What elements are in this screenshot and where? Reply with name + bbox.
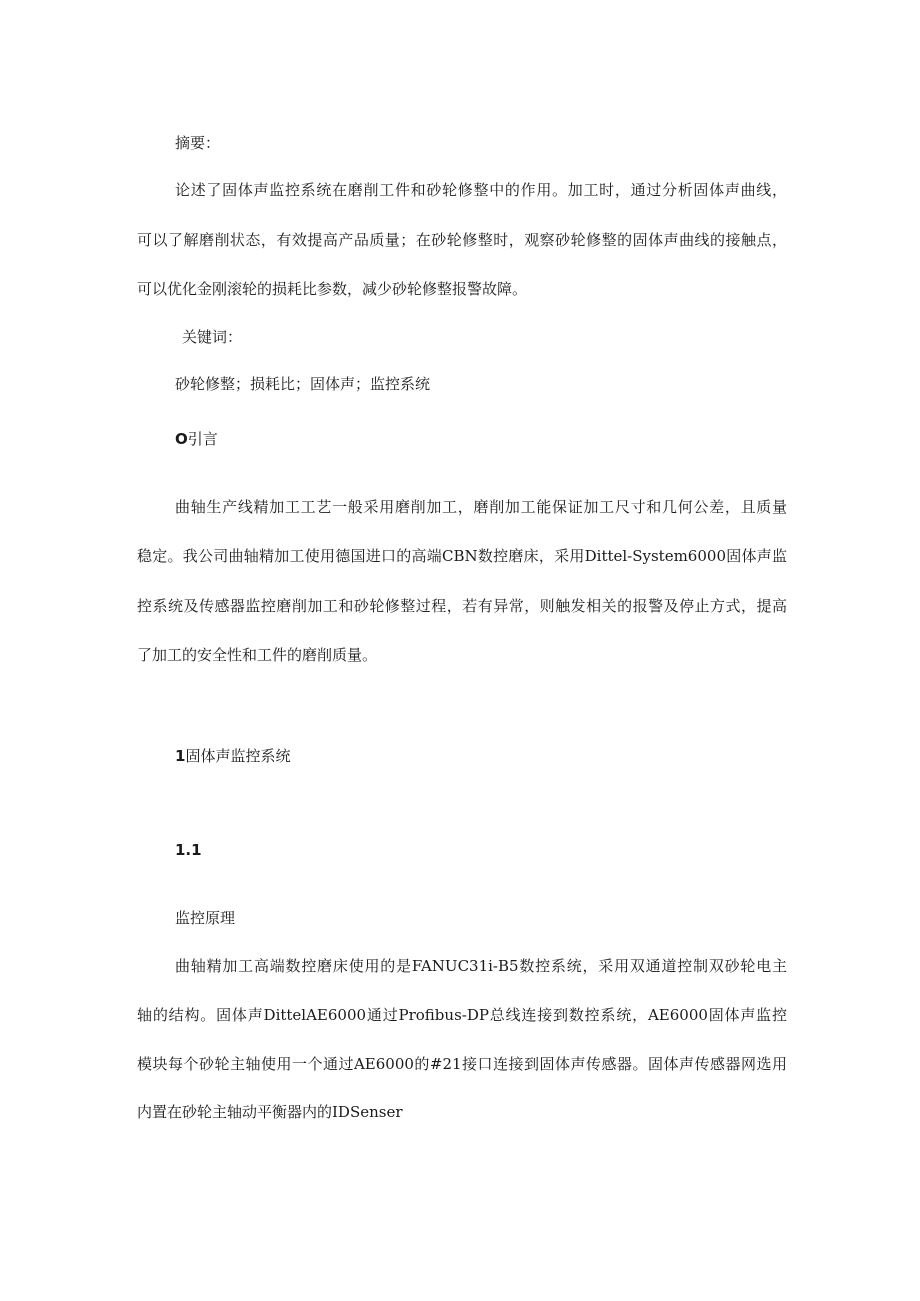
paragraph-line: 模块每个砂轮主轴使用一个通过AE6000的#21接口连接到固体声传感器。固体声传感器网选用 <box>137 1055 787 1073</box>
paragraph-line: 控系统及传感器监控磨削加工和砂轮修整过程，若有异常，则触发相关的报警及停止方式，提高 <box>137 597 787 615</box>
abstract-line: 可以了解磨削状态，有效提高产品质量；在砂轮修整时，观察砂轮修整的固体声曲线的接触点， <box>137 231 787 249</box>
abstract-line: 可以优化金刚滚轮的损耗比参数，减少砂轮修整报警故障。 <box>137 280 528 298</box>
section-1-1-title: 监控原理 <box>175 909 236 927</box>
paragraph-line: 曲轴精加工高端数控磨床使用的是FANUC31i-B5数控系统，采用双通道控制双砂轮电主 <box>175 957 787 975</box>
section-0-heading <box>175 429 787 449</box>
keywords-heading: 关键词： <box>182 328 243 346</box>
section-0-title: 引言 <box>187 430 218 448</box>
paragraph-line: 了加工的安全性和工件的磨削质量。 <box>137 646 378 664</box>
paragraph-line: 稳定。我公司曲轴精加工使用德国进口的高端CBN数控磨床，采用Dittel-System6000固体声监 <box>137 547 787 565</box>
section-0-number: O <box>175 430 188 448</box>
paragraph-line: 内置在砂轮主轴动平衡器内的IDSenser <box>137 1103 403 1121</box>
paragraph-line: 曲轴生产线精加工工艺一般采用磨削加工，磨削加工能保证加工尺寸和几何公差，且质量 <box>175 498 787 516</box>
abstract-line: 论述了固体声监控系统在磨削工件和砂轮修整中的作用。加工时，通过分析固体声曲线， <box>175 181 787 199</box>
section-1-number: 1 <box>175 747 186 765</box>
abstract-heading: 摘要： <box>175 134 221 152</box>
section-1-heading <box>175 746 787 766</box>
paragraph-line: 轴的结构。固体声DittelAE6000通过Profibus-DP总线连接到数控系统，AE6000固体声监控 <box>137 1006 787 1024</box>
section-1-1-number: 1.1 <box>175 841 202 859</box>
keywords-text: 砂轮修整；损耗比；固体声；监控系统 <box>175 375 431 393</box>
section-1-title: 固体声监控系统 <box>185 747 291 765</box>
